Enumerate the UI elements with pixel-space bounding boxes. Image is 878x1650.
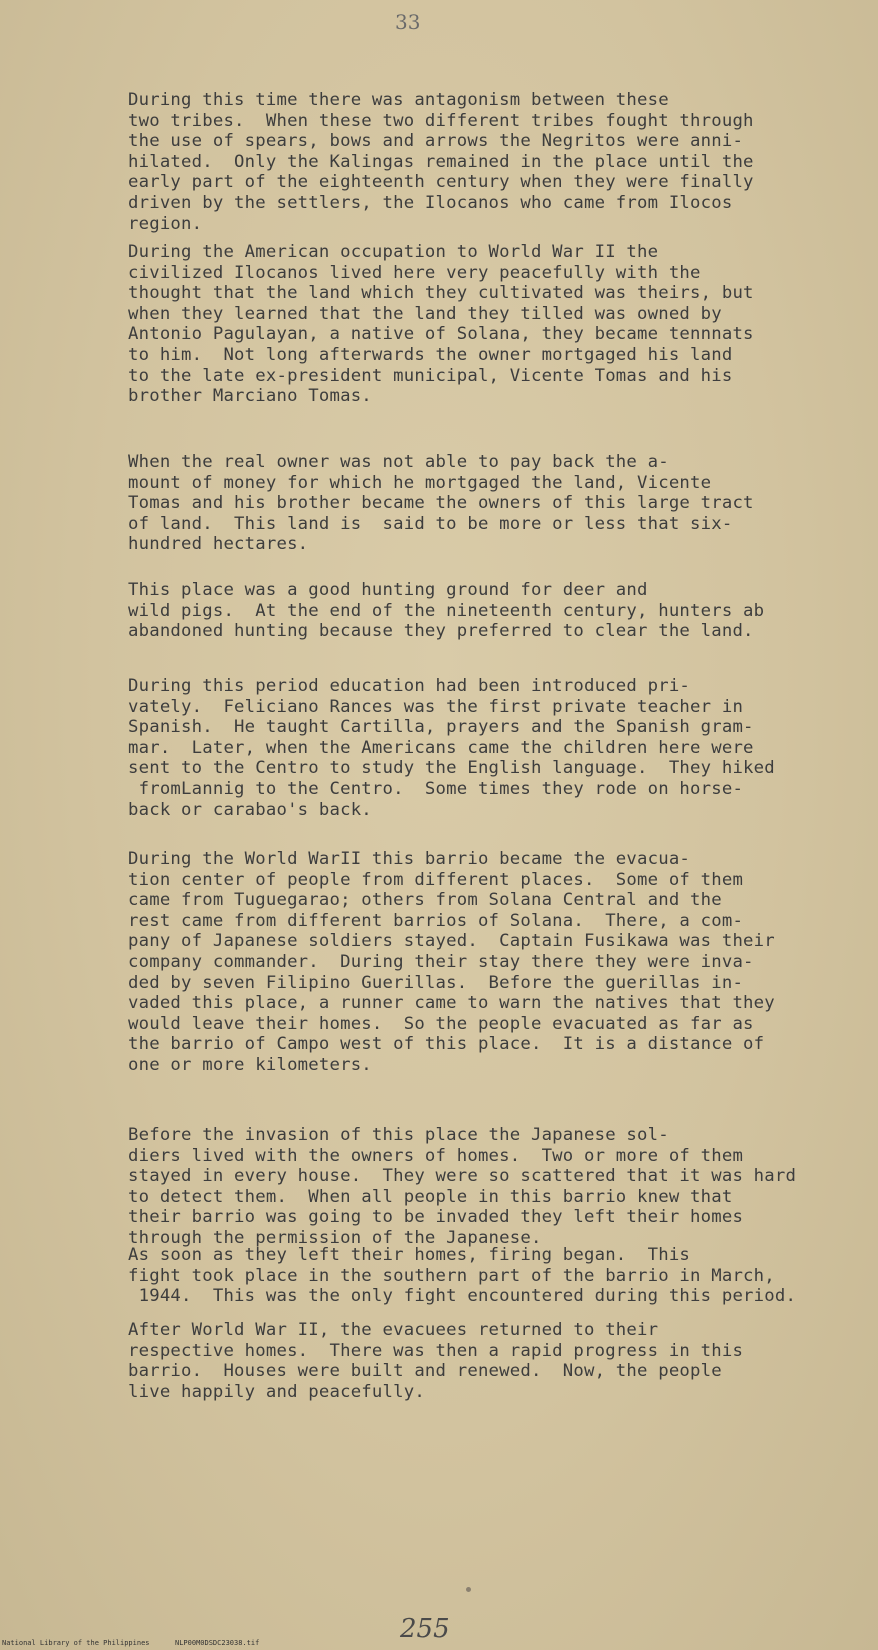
paragraph-hunting-ground: This place was a good hunting ground for deer and wild pigs. At the end of the nineteenth century, hunters ab abandoned hunting because they preferred to clear the land. [128, 580, 765, 642]
page-number: 33 [395, 10, 421, 34]
paragraph-land-ownership: When the real owner was not able to pay back the a- mount of money for which he mortgaged the land, Vicente Tomas and his brother became the owners of this large tract of land. This land is said to be more or less that six- hundred hectares. [128, 452, 754, 555]
footer-library: National Library of the Philippines [2, 1639, 150, 1647]
paragraph-antagonism: During this time there was antagonism between these two tribes. When these two different tribes fought through the use of spears, bows and arrows the Negritos were anni- hilated. Only the Kalingas remained in the place until the early part of the eighteenth century when they were finally driven by the settlers, the Ilocanos who came from Ilocos region. [128, 90, 754, 234]
paragraph-firing: As soon as they left their homes, firing began. This fight took place in the southern part of the barrio in March, 1944. This was the only fight encountered during this period. [128, 1245, 797, 1307]
page-mark [466, 1587, 471, 1592]
footer-filename: NLP00M0DSDC23038.tif [175, 1639, 260, 1647]
paragraph-after-war: After World War II, the evacuees returned to their respective homes. There was then a rapid progress in this barrio. Houses were built and renewed. Now, the people live happily and peacefully. [128, 1320, 744, 1402]
paragraph-education: During this period education had been introduced pri- vately. Feliciano Rances was the first private teacher in Spanish. He taught Cartilla, prayers and the Spanish gram- mar. Later, when the Americans came the children here were sent to the Centro to study the English language. They hiked fromLannig to the Centro. Some times they rode on horse- back or carabao's back. [128, 676, 775, 820]
handwritten-page-number: 255 [400, 1614, 450, 1644]
paragraph-american-occupation: During the American occupation to World War II the civilized Ilocanos lived here very peacefully with the thought that the land which they cultivated was theirs, but when they learned that the land they tilled was owned by Antonio Pagulayan, a native of Solana, they became tennnats to him. Not long afterwards the owner mortgaged his land to the late ex-president municipal, Vicente Tomas and his brother Marciano Tomas. [128, 242, 754, 407]
paragraph-before-invasion: Before the invasion of this place the Japanese sol- diers lived with the owners of homes. Two or more of them stayed in every house. They were so scattered that it was hard to detect them. When all people in this barrio knew that their barrio was going to be invaded they left their homes through the permission of the Japanese. [128, 1125, 797, 1248]
paragraph-world-war-ii: During the World WarII this barrio became the evacua- tion center of people from different places. Some of them came from Tuguegarao; others from Solana Central and the rest came from different barrios of Solana. There, a com- pany of Japanese soldiers stayed. Captain Fusikawa was their company commander. During their stay there they were inva- ded by seven Filipino Guerillas. Before the guerillas in- vaded this place, a runner came to warn the natives that they would leave their homes. So the people evacuated as far as the barrio of Campo west of this place. It is a distance of one or more kilometers. [128, 849, 775, 1075]
